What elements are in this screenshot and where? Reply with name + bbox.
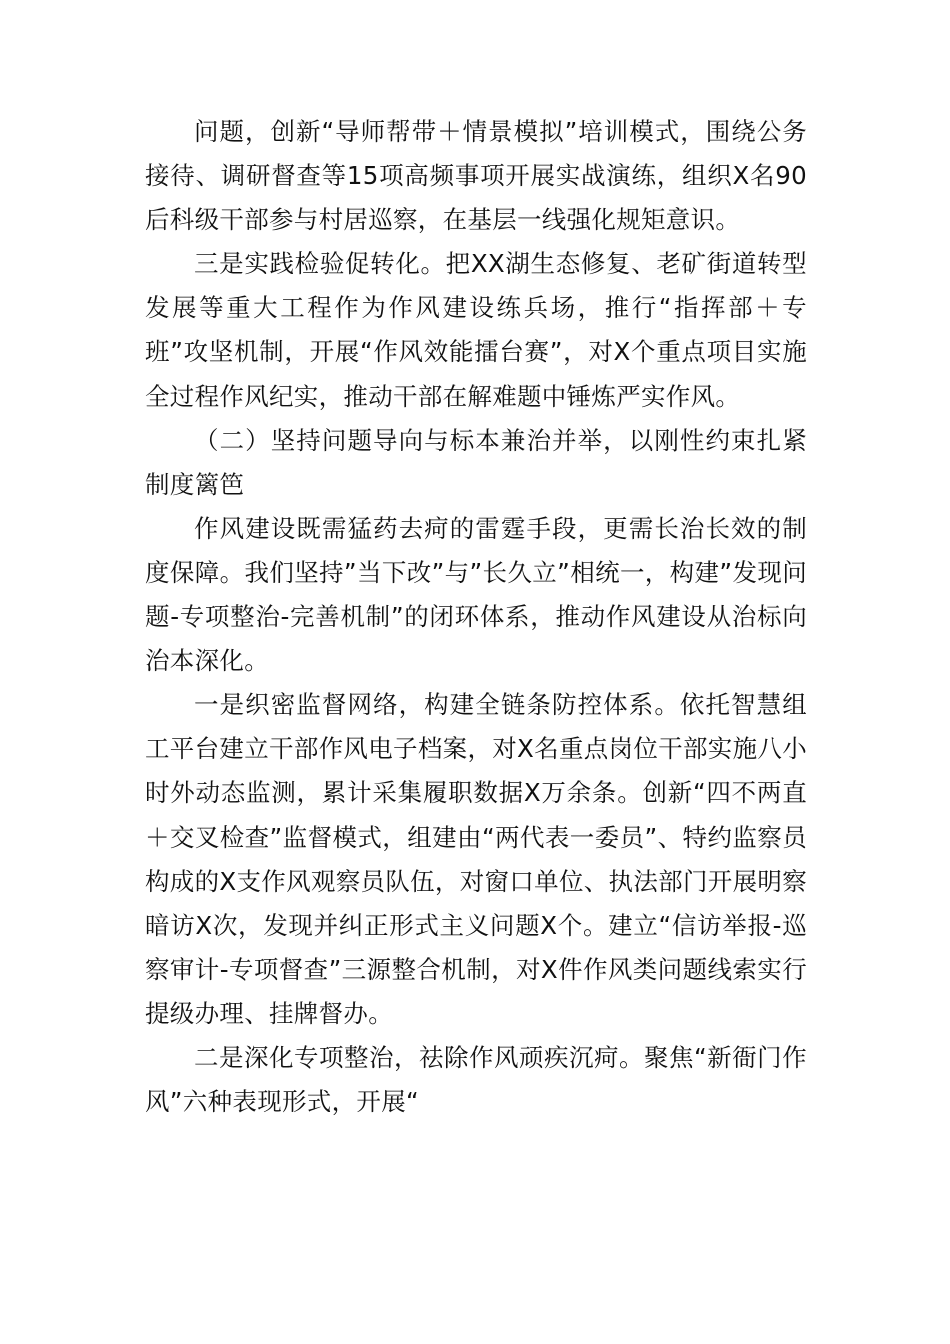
- paragraph-supervision-network: 一是织密监督网络，构建全链条防控体系。依托智慧组工平台建立干部作风电子档案，对X名重点岗位干部实施八小时外动态监测，累计采集履职数据X万余条。创新“四不两直＋交叉检查”监督模式，组建由“两代表一委员”、特约监察员构成的X支作风观察员队伍，对窗口单位、执法部门开展明察暗访X次，发现并纠正形式主义问题X个。建立“信访举报-巡察审计-专项督查”三源整合机制，对X件作风类问题线索实行提级办理、挂牌督办。: [145, 690, 807, 1028]
- document-body: [145, 110, 807, 1124]
- paragraph-institution-guarantee: 作风建设既需猛药去疴的雷霆手段，更需长治长效的制度保障。我们坚持”当下改”与”长久立”相统一，构建”发现问题-专项整治-完善机制”的闭环体系，推动作风建设从治标向治本深化。: [145, 513, 807, 676]
- section-heading-2: （二）坚持问题导向与标本兼治并举，以刚性约束扎紧制度篱笆: [145, 425, 807, 499]
- paragraph-training-mode: 问题，创新“导师帮带＋情景模拟”培训模式，围绕公务接待、调研督查等15项高频事项开展实战演练，组织X名90后科级干部参与村居巡察，在基层一线强化规矩意识。: [145, 117, 807, 235]
- paragraph-special-rectification: 二是深化专项整治，祛除作风顽疾沉疴。聚焦“新衙门作风”六种表现形式，开展“: [145, 1042, 807, 1117]
- paragraph-practice-test: 三是实践检验促转化。把XX湖生态修复、老矿街道转型发展等重大工程作为作风建设练兵场，推行“指挥部＋专班”攻坚机制，开展“作风效能擂台赛”，对X个重点项目实施全过程作风纪实，推动干部在解难题中锤炼严实作风。: [145, 249, 807, 411]
